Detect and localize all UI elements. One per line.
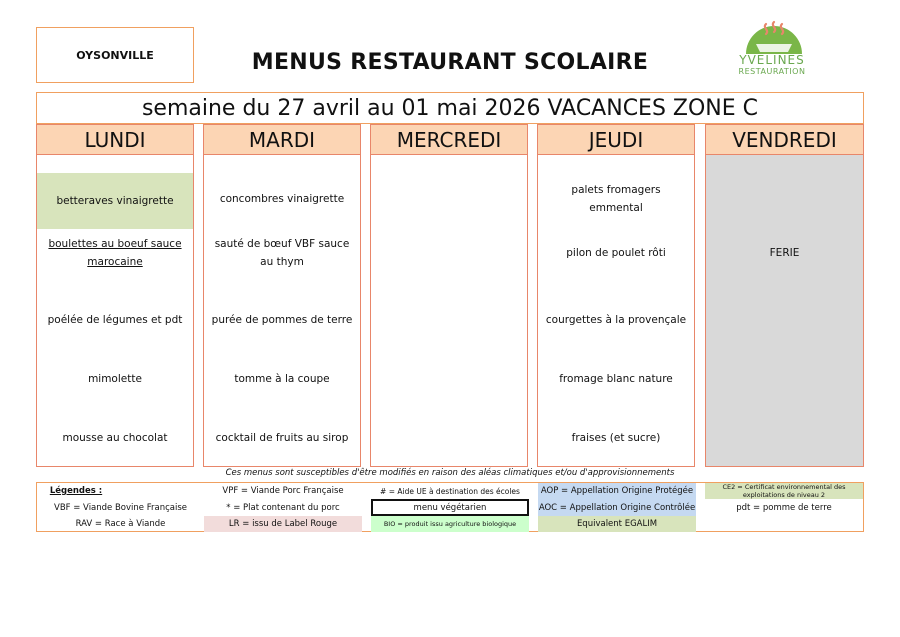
legend-porc: * = Plat contenant du porc	[226, 502, 340, 513]
page-title: MENUS RESTAURANT SCOLAIRE	[251, 50, 649, 75]
menu-item: tomme à la coupe	[234, 373, 330, 385]
day-column-jeudi	[537, 124, 695, 467]
day-column-mercredi	[370, 124, 528, 467]
menu-item	[37, 235, 193, 271]
school-name: OYSONVILLE	[36, 27, 194, 83]
day-header: MARDI	[204, 125, 360, 155]
day-column-vendredi	[705, 124, 864, 467]
legend-lr: LR = issu de Label Rouge	[204, 516, 362, 532]
holiday-background	[706, 155, 863, 466]
menu-item-text: boulettes au boeuf sauce marocaine	[48, 238, 182, 268]
menu-item: sauté de bœuf VBF sauce au thym	[214, 238, 350, 268]
legend-vpf: VPF = Viande Porc Française	[222, 486, 344, 496]
legend-vbf: VBF = Viande Bovine Française	[54, 502, 187, 513]
logo-line1: YVELINES	[739, 53, 805, 67]
day-column-mardi	[203, 124, 361, 467]
legend-rav: RAV = Race à Viande	[75, 519, 166, 529]
menu-item: mousse au chocolat	[62, 432, 168, 444]
menu-item: courgettes à la provençale	[545, 314, 687, 326]
legend-ce2: CE2 = Certificat environnemental des exploitations de niveau 2	[705, 483, 863, 499]
menu-item: purée de pommes de terre	[211, 314, 353, 326]
menu-item: mimolette	[88, 373, 142, 385]
legend-aide-ue: # = Aide UE à destination des écoles	[380, 486, 520, 496]
legend-aop: AOP = Appellation Origine Protégée	[538, 483, 696, 499]
day-header: VENDREDI	[706, 125, 863, 155]
menu-item: concombres vinaigrette	[219, 193, 345, 205]
holiday-label: FERIE	[769, 247, 800, 259]
legend-vegetarien: menu végétarien	[371, 499, 529, 516]
day-header: JEUDI	[538, 125, 694, 155]
legend-title: Légendes :	[49, 486, 103, 496]
menu-item: palets fromagers emmental	[571, 184, 661, 214]
logo-text	[722, 54, 822, 77]
day-column-lundi	[36, 124, 194, 467]
logo-line2: RESTAURATION	[738, 67, 806, 76]
day-header: LUNDI	[37, 125, 193, 155]
legend-aoc: AOC = Appellation Origine Contrôlée	[538, 499, 696, 516]
menu-item: fraises (et sucre)	[571, 432, 661, 444]
legend-bio: BIO = produit issu agriculture biologique	[371, 516, 529, 532]
legend-egalim: Equivalent EGALIM	[538, 516, 696, 532]
week-title: semaine du 27 avril au 01 mai 2026 VACANCES ZONE C	[36, 92, 864, 124]
disclaimer: Ces menus sont susceptibles d'être modifiés en raison des aléas climatiques et/ou d'approvisionnements	[225, 468, 675, 478]
menu-item: pilon de poulet rôti	[566, 247, 666, 259]
menu-item: poélée de légumes et pdt	[47, 314, 183, 326]
day-header: MERCREDI	[371, 125, 527, 155]
legend-pdt: pdt = pomme de terre	[736, 502, 832, 513]
menu-item: fromage blanc nature	[559, 373, 673, 385]
legend	[36, 482, 864, 532]
menu-item: betteraves vinaigrette	[37, 173, 193, 229]
menu-item: cocktail de fruits au sirop	[215, 432, 349, 444]
